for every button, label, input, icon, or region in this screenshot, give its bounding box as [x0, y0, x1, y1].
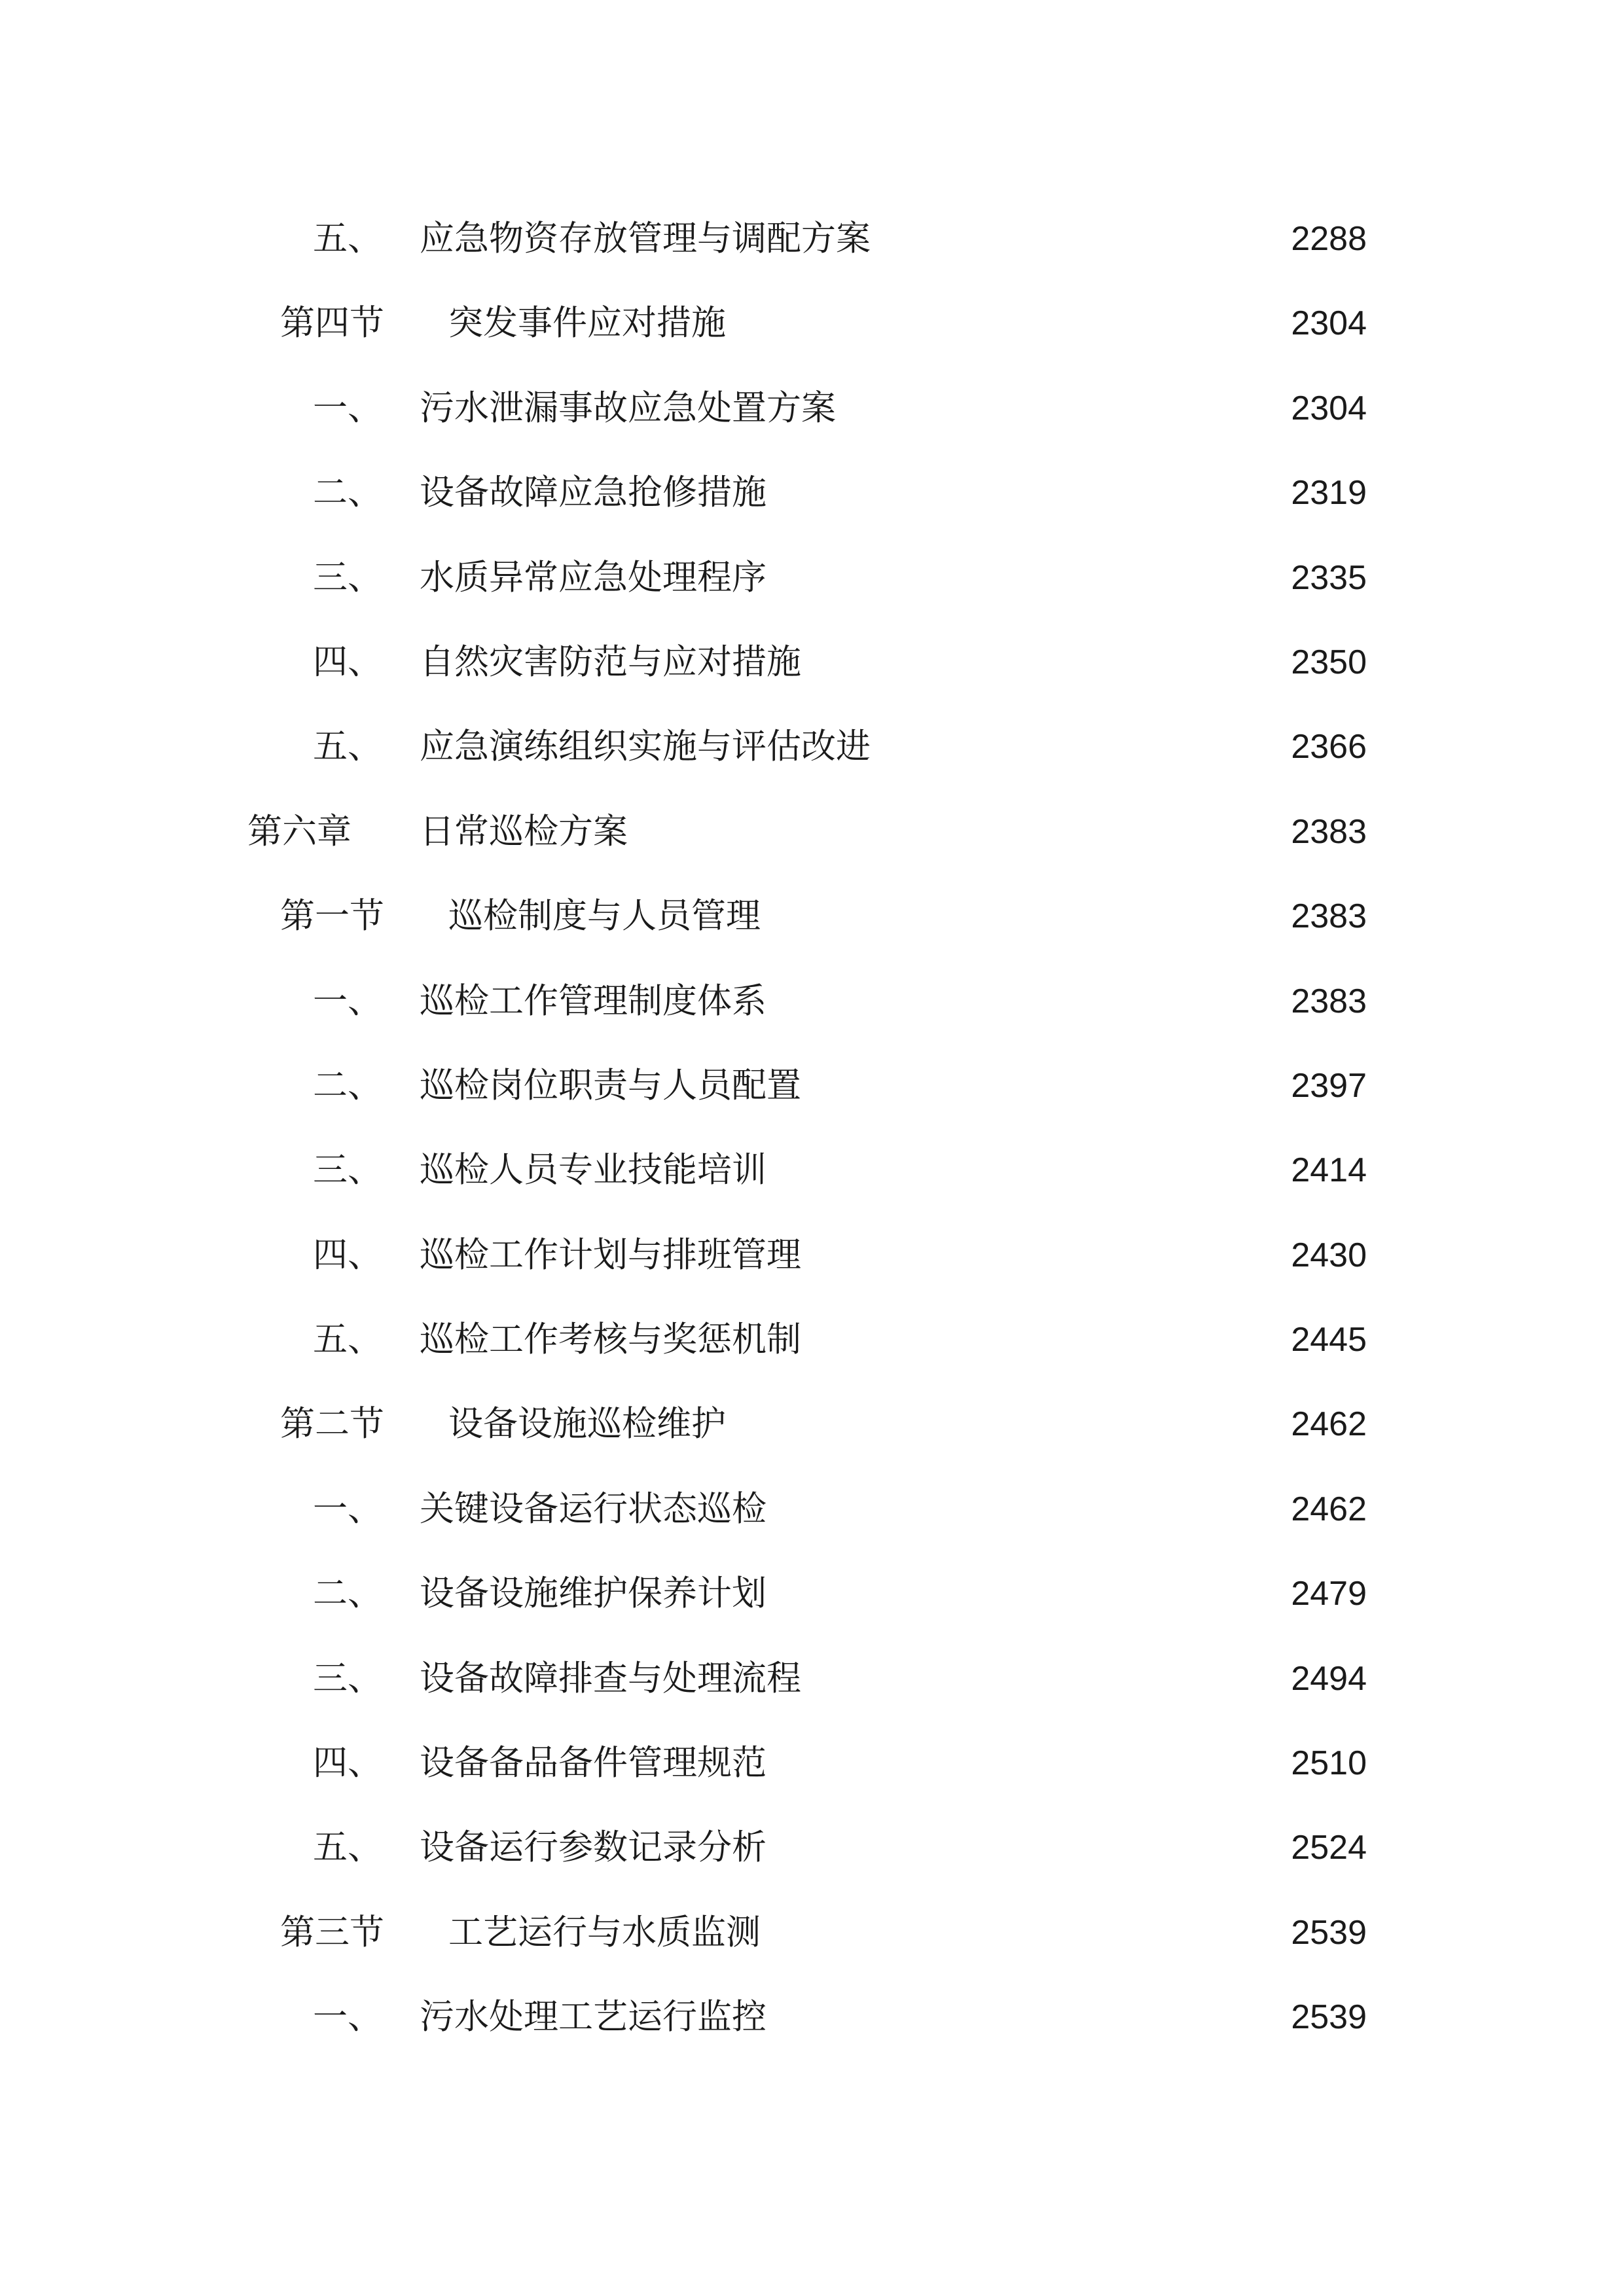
toc-entry-title: 设备故障排查与处理流程: [420, 1645, 806, 1712]
toc-entry-title: 设备运行参数记录分析: [420, 1814, 772, 1881]
toc-entry-page: 2462: [1287, 1476, 1367, 1543]
toc-entry[interactable]: [0, 1814, 1624, 1899]
toc-entry-page: 2335: [1287, 545, 1367, 611]
toc-entry-title: 工艺运行与水质监测: [448, 1899, 766, 1966]
toc-entry[interactable]: [0, 1476, 1624, 1560]
toc-entry-page: 2524: [1287, 1814, 1367, 1881]
toc-entry-number: 一、: [313, 1488, 382, 1529]
toc-entry-page: 2494: [1287, 1645, 1367, 1712]
toc-entry[interactable]: [0, 629, 1624, 713]
toc-entry-number: 二、: [313, 1065, 382, 1105]
toc-entry[interactable]: [0, 290, 1624, 374]
toc-entry-title: 设备备品备件管理规范: [420, 1730, 772, 1797]
toc-entry[interactable]: [0, 1306, 1624, 1391]
toc-entry-title: 设备设施维护保养计划: [420, 1560, 772, 1627]
toc-entry[interactable]: [0, 1222, 1624, 1306]
table-of-contents: [0, 206, 1624, 2069]
toc-entry-title: 日常巡检方案: [420, 798, 633, 865]
toc-entry-title: 污水泄漏事故应急处置方案: [420, 375, 841, 442]
toc-entry-number: 五、: [313, 726, 382, 767]
toc-entry-number: 四、: [313, 1234, 382, 1275]
toc-entry[interactable]: [0, 375, 1624, 459]
toc-entry-page: 2383: [1287, 798, 1367, 865]
toc-entry-page: 2397: [1287, 1052, 1367, 1119]
toc-entry-number: 三、: [313, 1150, 382, 1191]
toc-entry-title: 设备故障应急抢修措施: [420, 459, 772, 526]
toc-entry-title: 突发事件应对措施: [448, 290, 731, 357]
toc-entry[interactable]: [0, 1052, 1624, 1137]
toc-entry[interactable]: [0, 206, 1624, 290]
toc-entry-number: 第二节: [280, 1404, 384, 1444]
toc-entry-page: 2539: [1287, 1984, 1367, 2051]
toc-entry[interactable]: [0, 1984, 1624, 2068]
toc-entry-page: 2383: [1287, 883, 1367, 950]
toc-entry-number: 三、: [313, 557, 382, 598]
toc-entry-number: 一、: [313, 980, 382, 1021]
toc-entry-title: 应急演练组织实施与评估改进: [420, 713, 876, 780]
toc-entry-page: 2304: [1287, 375, 1367, 442]
toc-entry-page: 2462: [1287, 1391, 1367, 1458]
toc-entry-title: 关键设备运行状态巡检: [420, 1476, 772, 1543]
toc-entry-title: 巡检工作管理制度体系: [420, 968, 772, 1035]
toc-entry-number: 第三节: [280, 1912, 384, 1952]
toc-entry[interactable]: [0, 1391, 1624, 1475]
toc-entry[interactable]: [0, 459, 1624, 544]
toc-entry-page: 2304: [1287, 290, 1367, 357]
toc-entry-page: 2414: [1287, 1137, 1367, 1204]
toc-entry-number: 一、: [313, 387, 382, 428]
toc-entry-number: 二、: [313, 1573, 382, 1614]
toc-entry-page: 2366: [1287, 713, 1367, 780]
toc-entry[interactable]: [0, 1899, 1624, 1984]
toc-entry-number: 三、: [313, 1658, 382, 1698]
toc-entry-page: 2510: [1287, 1730, 1367, 1797]
toc-entry[interactable]: [0, 883, 1624, 967]
toc-entry-title: 污水处理工艺运行监控: [420, 1984, 772, 2051]
toc-entry-number: 一、: [313, 1997, 382, 2037]
toc-entry-title: 应急物资存放管理与调配方案: [420, 206, 876, 272]
toc-entry-title: 水质异常应急处理程序: [420, 545, 772, 611]
toc-entry[interactable]: [0, 1730, 1624, 1814]
toc-entry-page: 2479: [1287, 1560, 1367, 1627]
toc-entry-page: 2350: [1287, 629, 1367, 696]
toc-entry-number: 第一节: [280, 896, 384, 937]
toc-entry-page: 2319: [1287, 459, 1367, 526]
toc-entry-title: 巡检岗位职责与人员配置: [420, 1052, 806, 1119]
toc-entry-number: 五、: [313, 1827, 382, 1868]
toc-entry-title: 巡检工作计划与排班管理: [420, 1222, 806, 1289]
toc-entry-page: 2445: [1287, 1306, 1367, 1373]
toc-entry[interactable]: [0, 1560, 1624, 1645]
toc-entry-number: 四、: [313, 1743, 382, 1784]
toc-entry-page: 2383: [1287, 968, 1367, 1035]
toc-entry-title: 设备设施巡检维护: [448, 1391, 731, 1458]
toc-entry-title: 巡检工作考核与奖惩机制: [420, 1306, 806, 1373]
toc-entry-number: 第六章: [247, 811, 352, 852]
toc-entry[interactable]: [0, 798, 1624, 883]
toc-entry-number: 二、: [313, 473, 382, 513]
toc-entry[interactable]: [0, 713, 1624, 798]
toc-entry[interactable]: [0, 1137, 1624, 1221]
toc-entry[interactable]: [0, 1645, 1624, 1730]
toc-entry-number: 第四节: [280, 303, 384, 344]
toc-entry-number: 五、: [313, 1319, 382, 1360]
toc-entry-number: 五、: [313, 219, 382, 259]
toc-entry-page: 2539: [1287, 1899, 1367, 1966]
toc-entry[interactable]: [0, 968, 1624, 1052]
toc-entry-title: 巡检人员专业技能培训: [420, 1137, 772, 1204]
toc-entry[interactable]: [0, 545, 1624, 629]
toc-entry-page: 2288: [1287, 206, 1367, 272]
toc-entry-number: 四、: [313, 641, 382, 682]
toc-entry-page: 2430: [1287, 1222, 1367, 1289]
toc-entry-title: 巡检制度与人员管理: [448, 883, 766, 950]
toc-entry-title: 自然灾害防范与应对措施: [420, 629, 806, 696]
